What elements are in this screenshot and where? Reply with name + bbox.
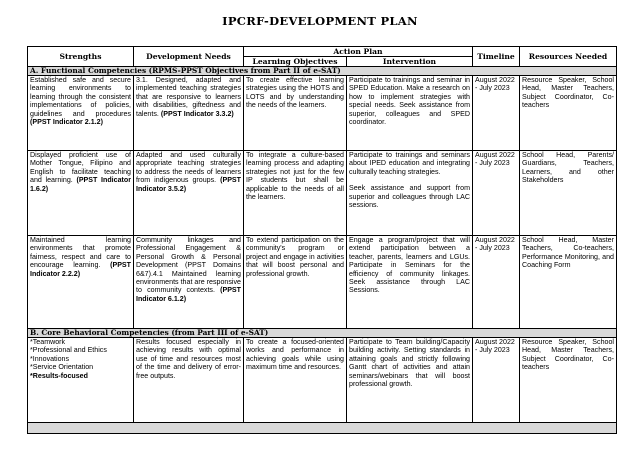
section-b-row [28,329,617,338]
development-needs-header: Development Needs [134,47,244,67]
intervention-cell: Participate to trainings and seminar in SPED Education. Make a research on how to implement strategies with special needs. Seek assistance from superior, colleagues and SPED coordinator. [347,76,473,151]
resources-cell: Resource Speaker, School Head, Master Teachers, Subject Coordinator, Co-teachers [520,76,617,151]
list-item: *Teamwork [30,338,66,346]
strength-indicator: (PPST Indicator 2.1.2) [30,118,103,127]
strength-cell: Maintained learning environments that promote fairness, respect and care to encourage learning. (PPST Indicator 2.2.2) [28,236,134,329]
page-title: IPCRF-DEVELOPMENT PLAN [222,14,418,28]
section-a-title: A. Functional Competencies (RPMS-PPST Objectives from Part II of e-SAT) [28,67,617,76]
development-need-cell: Adapted and used culturally appropriate teaching strategies to address the needs of learners from indigenous groups. (PPST Indicator 3.5.2) [134,151,244,236]
section-b-title: B. Core Behavioral Competencies (from Part III of e-SAT) [28,329,617,338]
timeline-cell: August 2022 - July 2023 [473,338,520,423]
section-a-row [28,67,617,76]
development-plan-table [27,46,617,434]
resources-cell: School Head, Master Teachers, Co-teachers, Performance Monitoring, and Coaching Form [520,236,617,329]
strength-indicator: (PPST Indicator 1.6.2) [30,176,131,193]
header-row [28,47,617,57]
resources-cell: Resource Speaker, School Head, Master Teachers, Subject Coordinator, Co-teachers [520,338,617,423]
need-indicator: (PPST Indicator 3.5.2) [136,176,241,193]
resources-needed-header: Resources Needed [520,47,617,67]
intervention-cell: Participate to Team building/Capacity building activity. Setting standards in attaining goals and strictly following Gantt chart of activities and attain seminars/webinars that will boost professional growth. [347,338,473,423]
action-plan-header: Action Plan [244,47,473,57]
list-item: *Results-focused [30,371,88,380]
strength-cell [28,338,134,423]
development-need-cell: Community linkages and Professional Engagement & Personal Growth & Personal Development (PPST Domains 6&7).4.1 Maintained learning environments that are responsive to community contexts. (PPST Indicator 6.1.2) [134,236,244,329]
intervention-header: Intervention [347,57,473,67]
timeline-cell: August 2022 - July 2023 [473,76,520,151]
list-item: *Innovations [30,354,70,363]
need-indicator: (PPST Indicator 3.3.2) [160,109,234,118]
table-row [28,338,617,423]
intervention-cell: Engage a program/project that will extend participation between a teacher, parents, learners and LGUs. Participate in Seminars for the efficiency of community linkages. Seek assistance through LAC Sessions. [347,236,473,329]
timeline-cell: August 2022 - July 2023 [473,236,520,329]
strengths-header: Strengths [28,47,134,67]
strength-cell: Displayed proficient use of Mother Tongue, Filipino and English to facilitate teaching and learning. (PPST Indicator 1.6.2) [28,151,134,236]
learning-objective-cell: To extend participation on the community's program or project and engage in activities that will boost personal and professional growth. [244,236,347,329]
strength-cell: Established safe and secure learning environments to learning through the consistent implementations of policies, guidelines and procedures (PPST Indicator 2.1.2) [28,76,134,151]
timeline-cell: August 2022 - July 2023 [473,151,520,236]
list-item: *Professional and Ethics [30,346,107,355]
intervention-cell: Participate to trainings and seminars about IPED education and integrating culturally teaching strategies. Seek assistance and support from superior and colleagues through LAC sessions. [347,151,473,236]
learning-objective-cell: To create effective learning strategies using the HOTS and LOTS and by understanding the needs of the learners. [244,76,347,151]
learning-objective-cell: To create a focused-oriented works and performance in achieving goals while using maximum time and resources. [244,338,347,423]
learning-objective-cell: To integrate a culture-based learning process and adapting strategies not just for the few IP students but shall be applicable to the needs of all the learners. [244,151,347,236]
resources-cell: School Head, Parents/ Guardians, Teachers, Learners, and other Stakeholders [520,151,617,236]
need-indicator: (PPST Indicator 6.1.2) [136,286,241,303]
table-row [28,151,617,236]
table-row [28,236,617,329]
timeline-header: Timeline [473,47,520,67]
development-need-cell: 3.1. Designed, adapted and implemented teaching strategies that are responsive to learners with disabilities, giftedness and talents. (PPST Indicator 3.3.2) [134,76,244,151]
development-need-cell: Results focused especially in achieving results with optimal use of time and resources most of the time and delivery of error-free outputs. [134,338,244,423]
table-row [28,76,617,151]
learning-objectives-header: Learning Objectives [244,57,347,67]
footer-band [28,423,617,434]
strength-indicator: (PPST Indicator 2.2.2) [30,261,131,278]
footer-row [28,423,617,434]
list-item: *Service Orientation [30,363,94,372]
